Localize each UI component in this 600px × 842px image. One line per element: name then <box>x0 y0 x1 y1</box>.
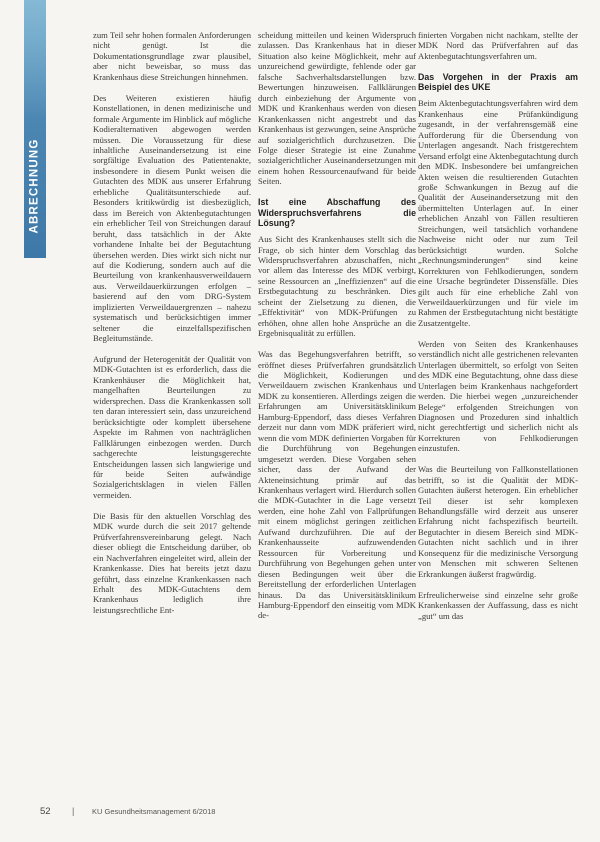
text-column-1 <box>93 30 251 626</box>
paragraph: finierten Vorgaben nicht nachkam, stellte der MDK Nord das Prüfverfahren auf das Aktenbegutachtungsverfahren um. <box>418 30 578 61</box>
paragraph: Was die Beurteilung von Fallkonstellationen betrifft, so ist die Qualität der MDK-Gutachten äußerst heterogen. Ein erheblicher Teil dieser ist sehr komplexen Behandlungsfälle wird derzeit aus unserer Erfahrung nicht fachspezifisch beurteilt. Begutachter in diesem Bereich sind MDK-Gutachten nicht sachlich und in ihrer Konsequenz für die medizinische Versorgung von Menschen mit schweren Seltenen Erkrankungen äußerst fragwürdig. <box>418 464 578 579</box>
section-heading: Ist eine Abschaffung des Widerspruchsverfahrens die Lösung? <box>258 197 416 228</box>
footer-separator: | <box>72 806 75 816</box>
section-label: ABRECHNUNG <box>29 138 41 234</box>
page-number: 52 <box>40 806 51 817</box>
text-column-3 <box>418 30 578 631</box>
paragraph: Beim Aktenbegutachtungsverfahren wird dem Krankenhaus eine Prüfankündigung zugesandt, in der verfahrensgemäß eine Aufforderung für die Übersendung von Unterlagen angesandt. Nach fristgerechtem Versand erfolgt eine Aktenbegutachtung durch den MDK. Insbesondere bei umfangreichen Akten weisen die resultierenden Gutachten große Schwankungen in Bezug auf die Qualität der Auseinandersetzung mit den übermittelten Unterlagen auf. In einer erheblichen Anzahl von Fällen resultieren Streichungen, weil tatsächlich vorhandene Nachweise nicht oder nur zum Teil berücksichtigt wurden. Solche „Rechnungsminderungen“ sind keine Korrekturen von Fehlkodierungen, sondern eine Ursache begründeter Dissensfälle. Dies gilt auch für eine erhebliche Zahl von Verweildauerkürzungen und für viele im Rahmen der Erstbegutachtung nicht bestätigte Zusatzentgelte. <box>418 98 578 328</box>
paragraph: Was das Begehungsverfahren betrifft, so eröffnet dieses Prüfverfahren grundsätzlich die Möglichkeit, Kodierungen und Verweildauern zwischen Krankenhaus und MDK zu konsentieren. Allerdings zeigen die Erfahrungen am Universitätsklinikum Hamburg-Eppendorf, dass dieses Verfahren derzeit nur dann vom MDK präferiert wird, wenn die vom MDK definierten Vorgaben für die Durchführung von Begehungen umgesetzt werden. Diese Vorgaben sehen sicher, dass der Aufwand der Akteneinsichtung primär auf das Krankenhaus verlagert wird. Hierdurch sollen die MDK-Gutachter in die Lage versetzt werden, eine hohe Zahl von Fallprüfungen mit einem möglichst geringen zeitlichen Aufwand durchzuführen. Die auf der Krankenhausseite aufzuwendenden Ressourcen für Vorbereitung und Durchführung von Begehungen gehen unter diesen Bedingungen weit über die Bereitstellung der erforderlichen Unterlagen hinaus. Da das Universitätsklinikum Hamburg-Eppendorf den einseitig vom MDK de- <box>258 349 416 621</box>
paragraph: Werden von Seiten des Krankenhauses verständlich nicht alle gestrichenen relevanten Unterlagen übermittelt, so erfolgt von Seiten des MDK eine Begutachtung, ohne dass diese Unterlagen beim Krankenhaus nachgefordert werden. Die hierbei wegen „unzureichender Belege“ erfolgenden Streichungen von Diagnosen und Prozeduren sind inhaltlich nicht gerechtfertigt und sicherlich nicht als Korrekturen von Fehlkodierungen einzustufen. <box>418 338 578 454</box>
publication-source: KU Gesundheitsmanagement 6/2018 <box>92 807 216 816</box>
paragraph: scheidung mitteilen und keinen Widerspruch zulassen. Das Krankenhaus hat in dieser Situation also keine Möglichkeit, mehr auf unzureichend gewürdigte, fehlende oder gar falsche Sachverhaltsdarstellungen bzw. Bewertungen hinzuweisen. Fallklärungen durch einbeziehung der Argumente von MDK und Krankenhaus werden von diesen Krankenkassen nicht angestrebt und das Krankenhaus ist gezwungen, seine Ansprüche auf sozialgerichtlich durchzusetzen. Die Folge dieser Strategie ist eine Zunahme sozialgerichtlicher Auseinandersetzungen mit einem hohen Ressourcenaufwand für beide Seiten. <box>258 30 416 187</box>
paragraph: Die Basis für den aktuellen Vorschlag des MDK wurde durch die seit 2017 geltende Prüfverfahrensvereinbarung gelegt. Nach dieser obliegt die Entscheidung darüber, ob ein Nachverfahren eingeleitet wird, allein der Krankenkasse. Dies hat bereits jetzt dazu geführt, dass einzelne Krankenkassen nach Erhalt des MDK-Gutachtens dem Krankenhaus lediglich ihre leistungsrechtliche Ent- <box>93 510 251 615</box>
paragraph: Aus Sicht des Krankenhauses stellt sich die Frage, ob sich hinter dem Vorschlag das Widerspruchsverfahren abzuschaffen, nicht vor allem das Interesse des MDK verbirgt, seine Ressourcen an „Ineffizienzen“ auf die Erstbegutachtung zu beschränken. Dies scheint der Zielsetzung zu dienen, die „Effektivität“ von MDK-Prüfungen zu erhöhen, ohne allen hohe Ansprüche an die Ergebnisqualität zu erfüllen. <box>258 234 416 339</box>
paragraph: Des Weiteren existieren häufig Konstellationen, in denen medizinische und formale Argumente im Hinblick auf mögliche Kodieralternativen abgewogen werden müssen. Die Voraussetzung für diese inhaltliche Auseinandersetzung ist eine sorgfältige Evaluation des Patientenakte, insbesondere in diesem Punkt weisen die Gutachten des MDK aus unserer Erfahrung erhebliche Qualitätsunterschiede auf. Besonders kritikwürdig ist diesbezüglich, dass im Bereich von Aktenbegutachtungen ein erheblicher Teil von Streichungen darauf beruht, dass tatsächlich in der Akte vorhandene Inhalte bei der Begutachtung übersehen werden. Dies wirkt sich nicht nur auf die Kodierung, sondern auch auf die Beurteilung von krankenhausverweildauern aus. Verweildauerkürzungen erfolgen – basierend auf den vom DRG-System implizierten Verweildauergrenzen – nahezu systematisch und berücksichtigen immer seltener die einzelfallspezifischen Begleitumstände. <box>93 92 251 344</box>
paragraph: zum Teil sehr hohen formalen Anforderungen nicht genügt. Ist die Dokumentationsgrundlage zwar plausibel, aber nicht beweisbar, so muss das Krankenhaus diese Streichungen hinnehmen. <box>93 30 251 82</box>
section-color-bar-tint <box>24 0 46 120</box>
page-footer <box>40 806 580 820</box>
paragraph: Erfreulicherweise sind einzelne sehr große Krankenkassen der Auffassung, dass es nicht „gut“ um das <box>418 589 578 621</box>
paragraph: Aufgrund der Heterogenität der Qualität von MDK-Gutachten ist es erforderlich, dass die Krankenhäuser die Möglichkeit hat, mangelhaften Beurteilungen zu widersprechen. Dass die Krankenkassen soll ten daran interessiert sein, dass unzureichend berücksichtigte oder komplett übersehene Aspekte im Rahmen von nachträglichen Fallklärungen einbezogen werden. Durch sachgerechte leistungsgerechte Entscheidungen lassen sich langwierige und für beide Seiten aufwändige Sozialgerichtsklagen in vielen Fällen vermeiden. <box>93 354 251 500</box>
text-column-2 <box>258 30 416 631</box>
section-heading: Das Vorgehen in der Praxis am Beispiel des UKE <box>418 71 578 93</box>
section-label-container <box>24 126 46 246</box>
